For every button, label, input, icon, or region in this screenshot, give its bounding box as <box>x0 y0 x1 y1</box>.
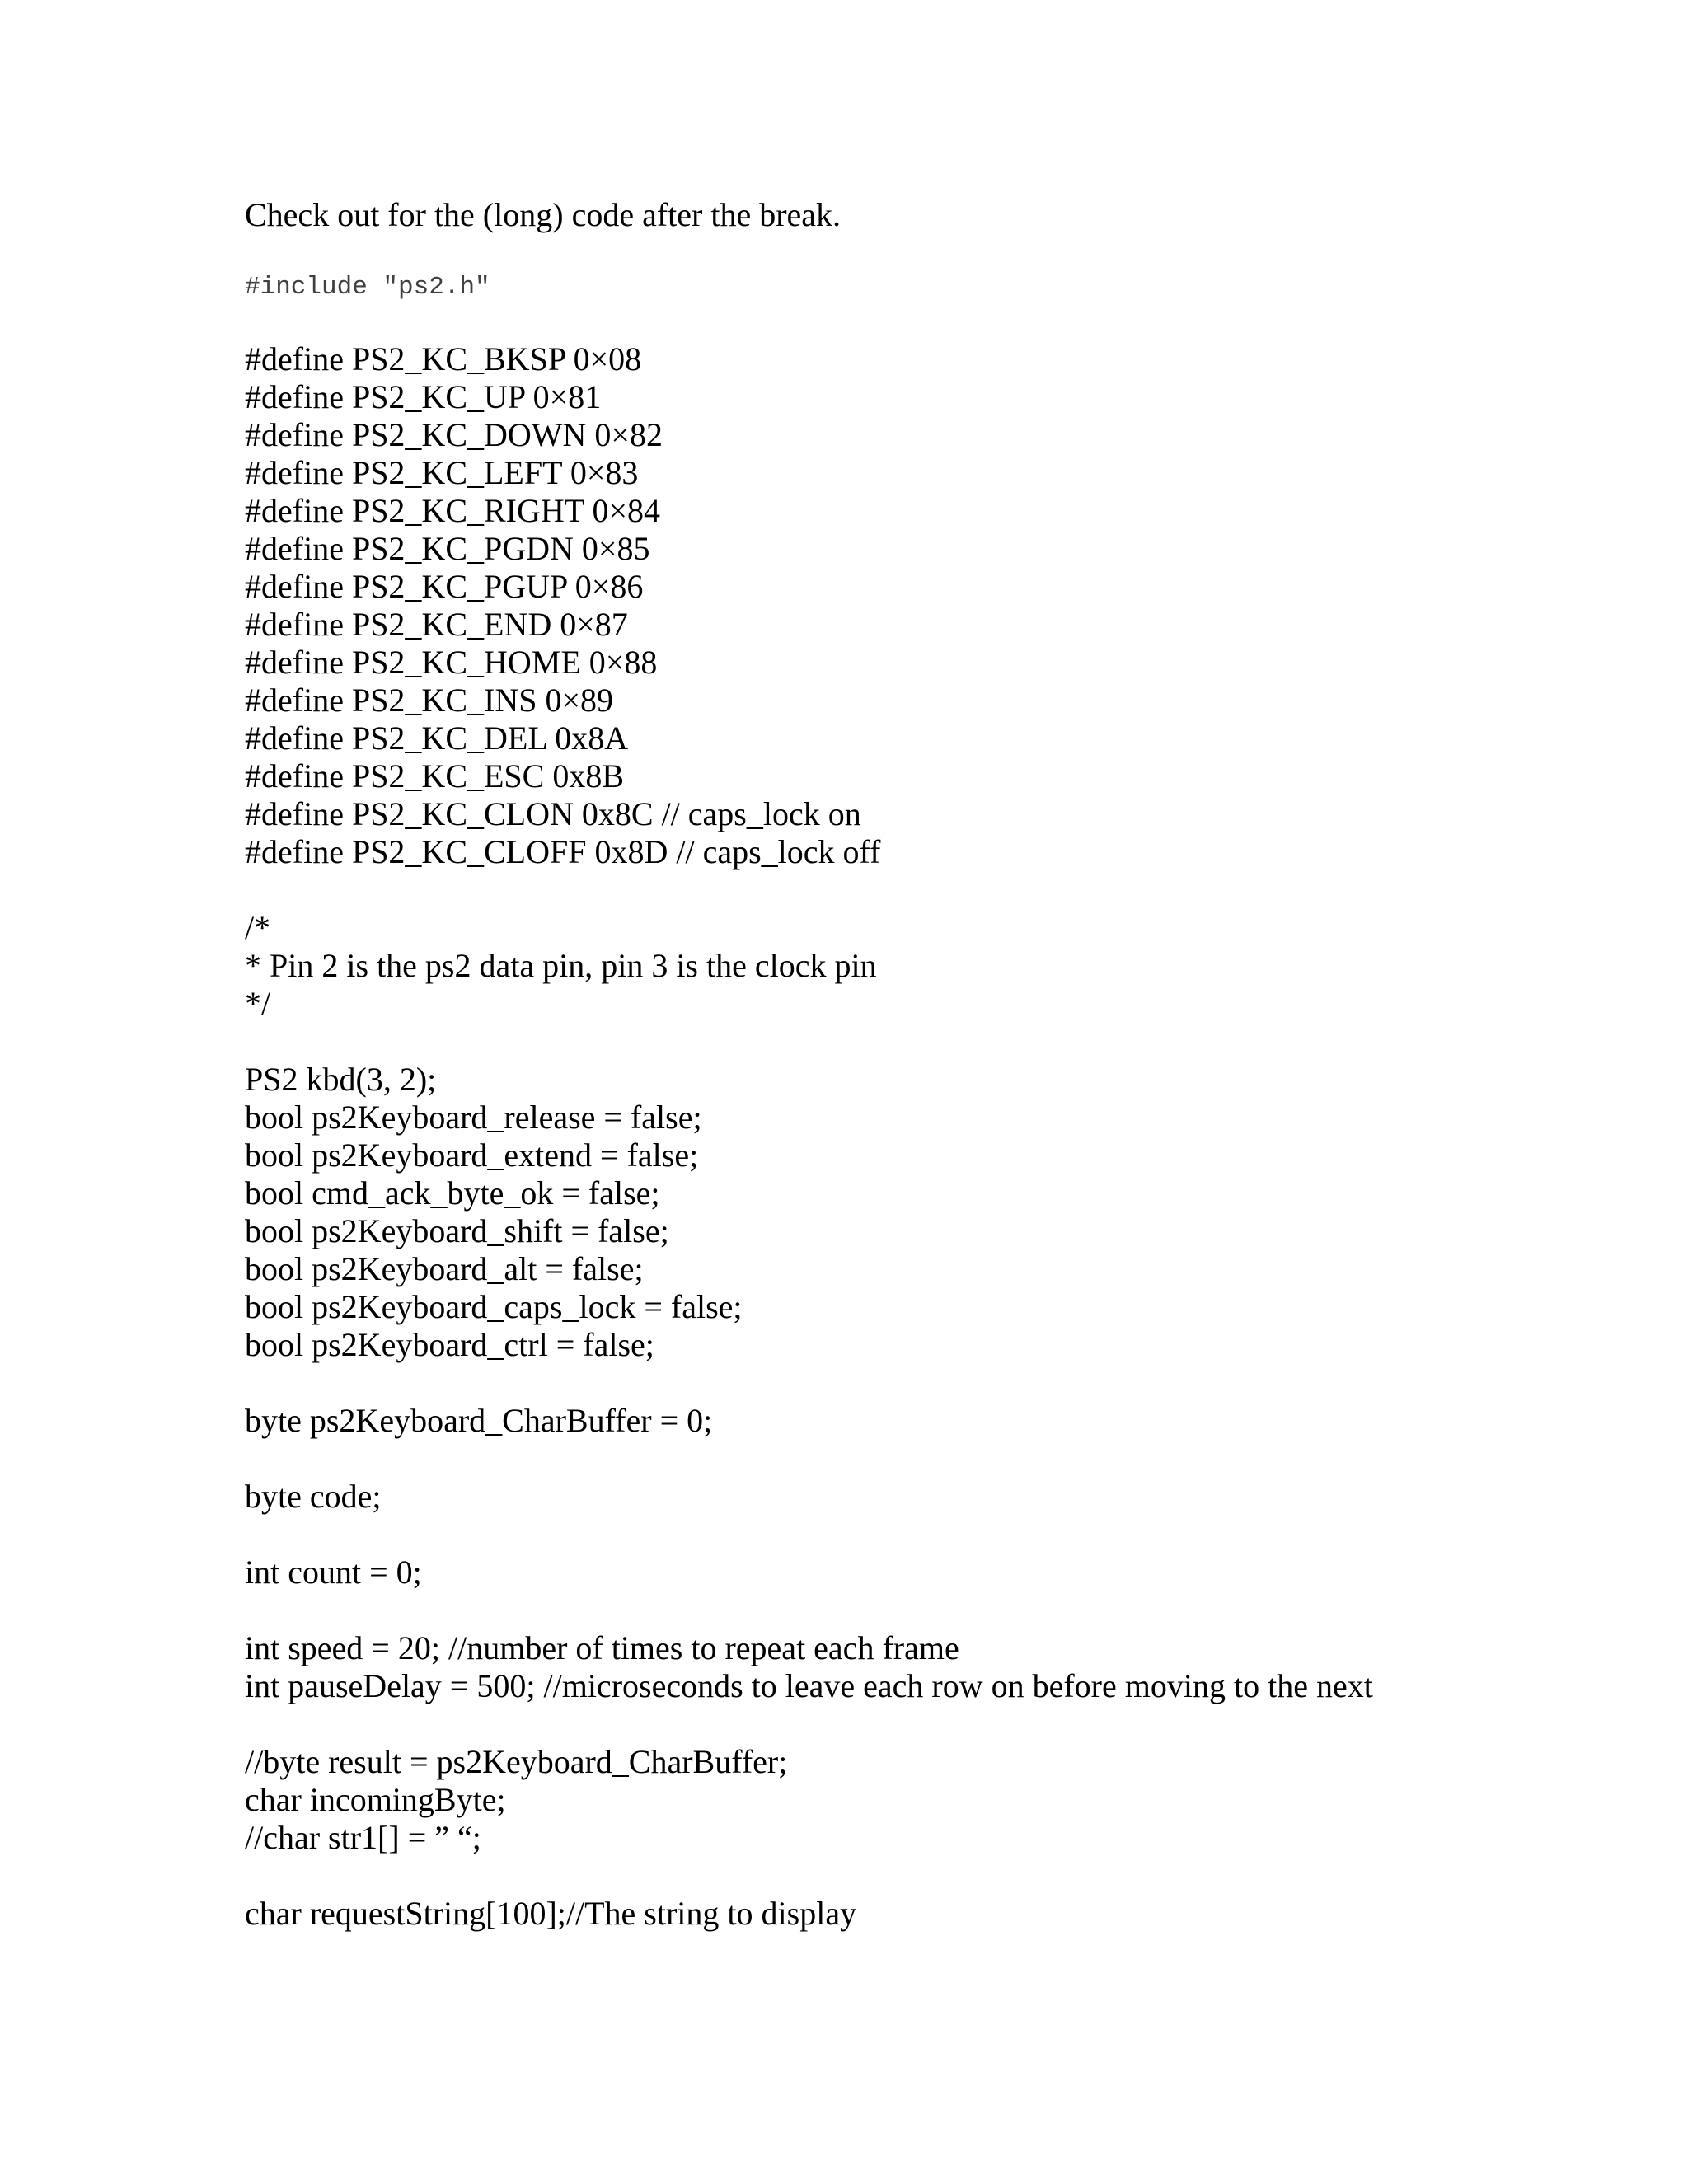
intro-text: Check out for the (long) code after the break. <box>245 196 842 233</box>
buffer-line: char incomingByte; <box>245 1781 506 1818</box>
define-line: #define PS2_KC_UP 0×81 <box>245 378 602 415</box>
define-line: #define PS2_KC_ESC 0x8B <box>245 757 625 794</box>
define-line: #define PS2_KC_LEFT 0×83 <box>245 454 639 491</box>
request-string-line: char requestString[100];//The string to display <box>245 1895 857 1932</box>
comment-line: * Pin 2 is the ps2 data pin, pin 3 is the clock pin <box>245 947 877 984</box>
define-line: #define PS2_KC_PGDN 0×85 <box>245 530 650 567</box>
define-line: #define PS2_KC_CLOFF 0x8D // caps_lock off <box>245 833 881 870</box>
pause-delay-line: int pauseDelay = 500; //microseconds to leave each row on before moving to the next <box>245 1667 1373 1704</box>
declaration-line: bool ps2Keyboard_release = false; <box>245 1099 702 1136</box>
define-line: #define PS2_KC_RIGHT 0×84 <box>245 492 661 529</box>
define-line: #define PS2_KC_BKSP 0×08 <box>245 340 642 377</box>
count-line: int count = 0; <box>245 1554 422 1591</box>
buffer-line: //char str1[] = ” “; <box>245 1819 481 1856</box>
declaration-line: PS2 kbd(3, 2); <box>245 1061 437 1098</box>
code-line: byte code; <box>245 1478 382 1515</box>
define-line: #define PS2_KC_CLON 0x8C // caps_lock on <box>245 795 861 832</box>
include-line: #include "ps2.h" <box>245 273 490 302</box>
define-line: #define PS2_KC_INS 0×89 <box>245 682 614 719</box>
buffer-line: //byte result = ps2Keyboard_CharBuffer; <box>245 1743 788 1780</box>
define-line: #define PS2_KC_PGUP 0×86 <box>245 568 644 605</box>
declaration-line: bool ps2Keyboard_caps_lock = false; <box>245 1288 743 1325</box>
define-line: #define PS2_KC_HOME 0×88 <box>245 644 658 681</box>
declaration-line: bool ps2Keyboard_shift = false; <box>245 1212 669 1249</box>
comment-line: */ <box>245 985 271 1022</box>
define-line: #define PS2_KC_DEL 0x8A <box>245 719 629 757</box>
char-buffer-line: byte ps2Keyboard_CharBuffer = 0; <box>245 1402 713 1439</box>
comment-line: /* <box>245 909 271 946</box>
declaration-line: bool cmd_ack_byte_ok = false; <box>245 1174 660 1212</box>
declaration-line: bool ps2Keyboard_extend = false; <box>245 1137 699 1174</box>
declaration-line: bool ps2Keyboard_ctrl = false; <box>245 1326 654 1363</box>
define-line: #define PS2_KC_END 0×87 <box>245 606 628 643</box>
define-line: #define PS2_KC_DOWN 0×82 <box>245 416 663 453</box>
declaration-line: bool ps2Keyboard_alt = false; <box>245 1250 644 1287</box>
speed-line: int speed = 20; //number of times to repeat each frame <box>245 1629 959 1666</box>
